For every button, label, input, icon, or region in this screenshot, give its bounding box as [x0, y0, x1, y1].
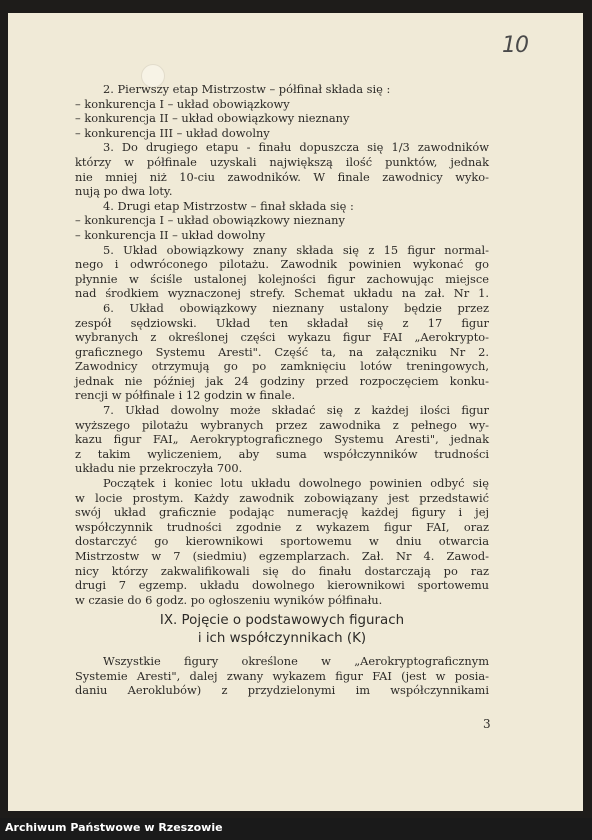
section-heading-line-1: IX. Pojęcie o podstawowych figurach — [159, 613, 405, 628]
text-line: w czasie do 6 godz. po ogłoszeniu wyników półfinału. — [75, 592, 383, 607]
text-line: 4. Drugi etap Mistrzostw – finał składa się : — [103, 198, 354, 213]
text-line: układu nie przekroczyła 700. — [75, 461, 243, 476]
text-line: kazu figur FAI„ Aerokryptograficznego Systemu Aresti", jednak — [75, 432, 489, 447]
text-line: z takim wyliczeniem, aby suma współczynników trudności — [75, 446, 489, 461]
section-intro-text — [75, 654, 489, 698]
text-line: nicy którzy zakwalifikowali się do finału dostarczają po raz — [75, 563, 489, 578]
text-line: dostarczyć go kierownikowi sportowemu w dniu otwarcia — [75, 534, 489, 549]
text-line: rencji w półfinale i 12 godzin w finale. — [75, 388, 296, 403]
text-line: 2. Pierwszy etap Mistrzostw – półfinał składa się : — [103, 82, 391, 96]
text-line: daniu Aeroklubów) z przydzielonymi im współczynnikami — [75, 683, 489, 698]
rules-body-text — [75, 82, 489, 607]
text-line: płynnie w ściśle ustalonej kolejności figur zachowując miejsce — [75, 271, 489, 286]
text-line: swój układ graficznie podając numerację każdej figury i jej — [75, 505, 489, 520]
text-line: – konkurencja II – układ dowolny — [75, 227, 266, 242]
text-line: wyższego pilotażu wybranych przez zawodnika z pełnego wy- — [75, 417, 489, 432]
text-line: Zawodnicy otrzymują go po zamknięciu lotów treningowych, — [75, 359, 489, 374]
archive-name: Archiwum Państwowe w Rzeszowie — [5, 821, 223, 834]
text-line: w locie prostym. Każdy zawodnik zobowiązany jest przedstawić — [75, 490, 489, 505]
text-line: – konkurencja III – układ dowolny — [75, 125, 270, 140]
text-line: Systemie Aresti", dalej zwany wykazem figur FAI (jest w posia- — [75, 668, 489, 683]
text-line: 3. Do drugiego etapu - finału dopuszcza się 1/3 zawodników — [103, 140, 489, 155]
text-line: drugi 7 egzemp. układu dowolnego kierownikowi sportowemu — [75, 578, 489, 593]
text-line: 7. Układ dowolny może składać się z każdej ilości figur — [103, 403, 489, 418]
text-line: Mistrzostw w 7 (siedmiu) egzemplarzach. Zał. Nr 4. Zawod- — [75, 549, 489, 563]
text-line: – konkurencja I – układ obowiązkowy nieznany — [75, 213, 345, 228]
text-line: 5. Układ obowiązkowy znany składa się z 15 figur normal- — [103, 242, 489, 257]
text-line: Początek i koniec lotu układu dowolnego powinien odbyć się — [103, 476, 489, 491]
section-heading — [75, 612, 489, 648]
text-line: nują po dwa loty. — [75, 184, 173, 199]
text-line: wybranych z określonej części wykazu figur FAI „Aerokrypto- — [75, 330, 489, 345]
text-line: Wszystkie figury określone w „Aerokryptograficznym — [103, 654, 489, 668]
text-line: nie mniej niż 10-ciu zawodników. W finale zawodnicy wyko- — [75, 169, 489, 184]
archive-footer-bar — [0, 818, 592, 840]
text-line: współczynnik trudności zgodnie z wykazem figur FAI, oraz — [75, 519, 489, 534]
text-line: nad środkiem wyznaczonej strefy. Schemat układu na zał. Nr 1. — [75, 286, 489, 301]
handwritten-folio-number: 10 — [502, 33, 528, 58]
text-line: zespół sędziowski. Układ ten składał się z 17 figur — [75, 315, 489, 330]
text-line: jednak nie później jak 24 godziny przed rozpoczęciem konku- — [75, 373, 489, 388]
text-line: graficznego Systemu Aresti". Część ta, na załączniku Nr 2. — [75, 344, 489, 359]
text-line: – konkurencja II – układ obowiązkowy nieznany — [75, 111, 350, 126]
page-number: 3 — [483, 717, 491, 731]
section-heading-line-2: i ich współczynnikach (K) — [197, 631, 367, 646]
text-line: którzy w półfinale uzyskali największą ilość punktów, jednak — [75, 154, 489, 169]
text-line: – konkurencja I – układ obowiązkowy — [75, 96, 290, 111]
text-line: nego i odwróconego pilotażu. Zawodnik powinien wykonać go — [75, 257, 489, 272]
text-line: 6. Układ obowiązkowy nieznany ustalony będzie przez — [103, 300, 489, 315]
